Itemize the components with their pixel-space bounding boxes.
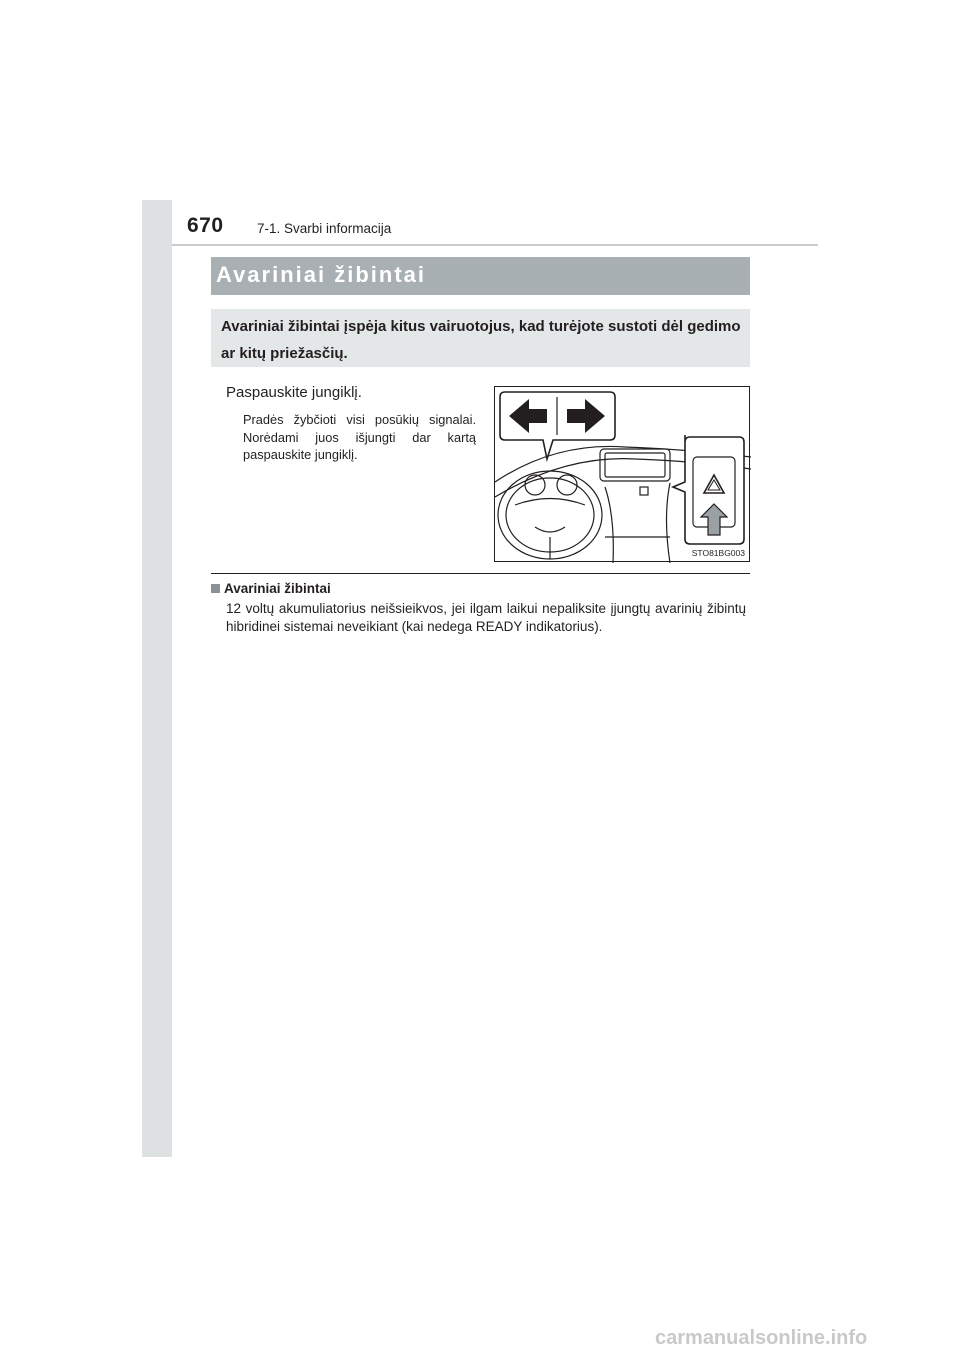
note-heading-text: Avariniai žibintai <box>224 581 331 596</box>
step-title: Paspauskite jungiklį. <box>226 384 362 401</box>
bullet-square-icon <box>211 584 220 593</box>
side-band <box>142 200 172 1157</box>
page-number: 670 <box>187 214 224 237</box>
header-rule <box>172 244 818 246</box>
section-reference: 7-1. Svarbi informacija <box>257 221 392 236</box>
watermark: carmanualsonline.info <box>655 1327 868 1349</box>
figure-code: STO81BG003 <box>691 548 745 558</box>
note-heading <box>211 581 331 596</box>
dashboard-drawing <box>495 387 751 563</box>
note-rule <box>211 573 750 574</box>
section-intro: Avariniai žibintai įspėja kitus vairuotojus, kad turėjote sustoti dėl gedimo ar kitų priežasčių. <box>221 318 741 362</box>
section-title: Avariniai žibintai <box>216 262 427 287</box>
hazard-switch-illustration <box>494 386 750 562</box>
note-body: 12 voltų akumuliatorius neišsieikvos, jei ilgam laikui nepaliksite įjungtų avarinių žibintų hibridinei sistemai neveikiant (kai nedega READY indikatorius). <box>226 601 746 634</box>
step-body: Pradės žybčioti visi posūkių signalai. Norėdami juos išjungti dar kartą paspauskite jungiklį. <box>243 412 476 462</box>
